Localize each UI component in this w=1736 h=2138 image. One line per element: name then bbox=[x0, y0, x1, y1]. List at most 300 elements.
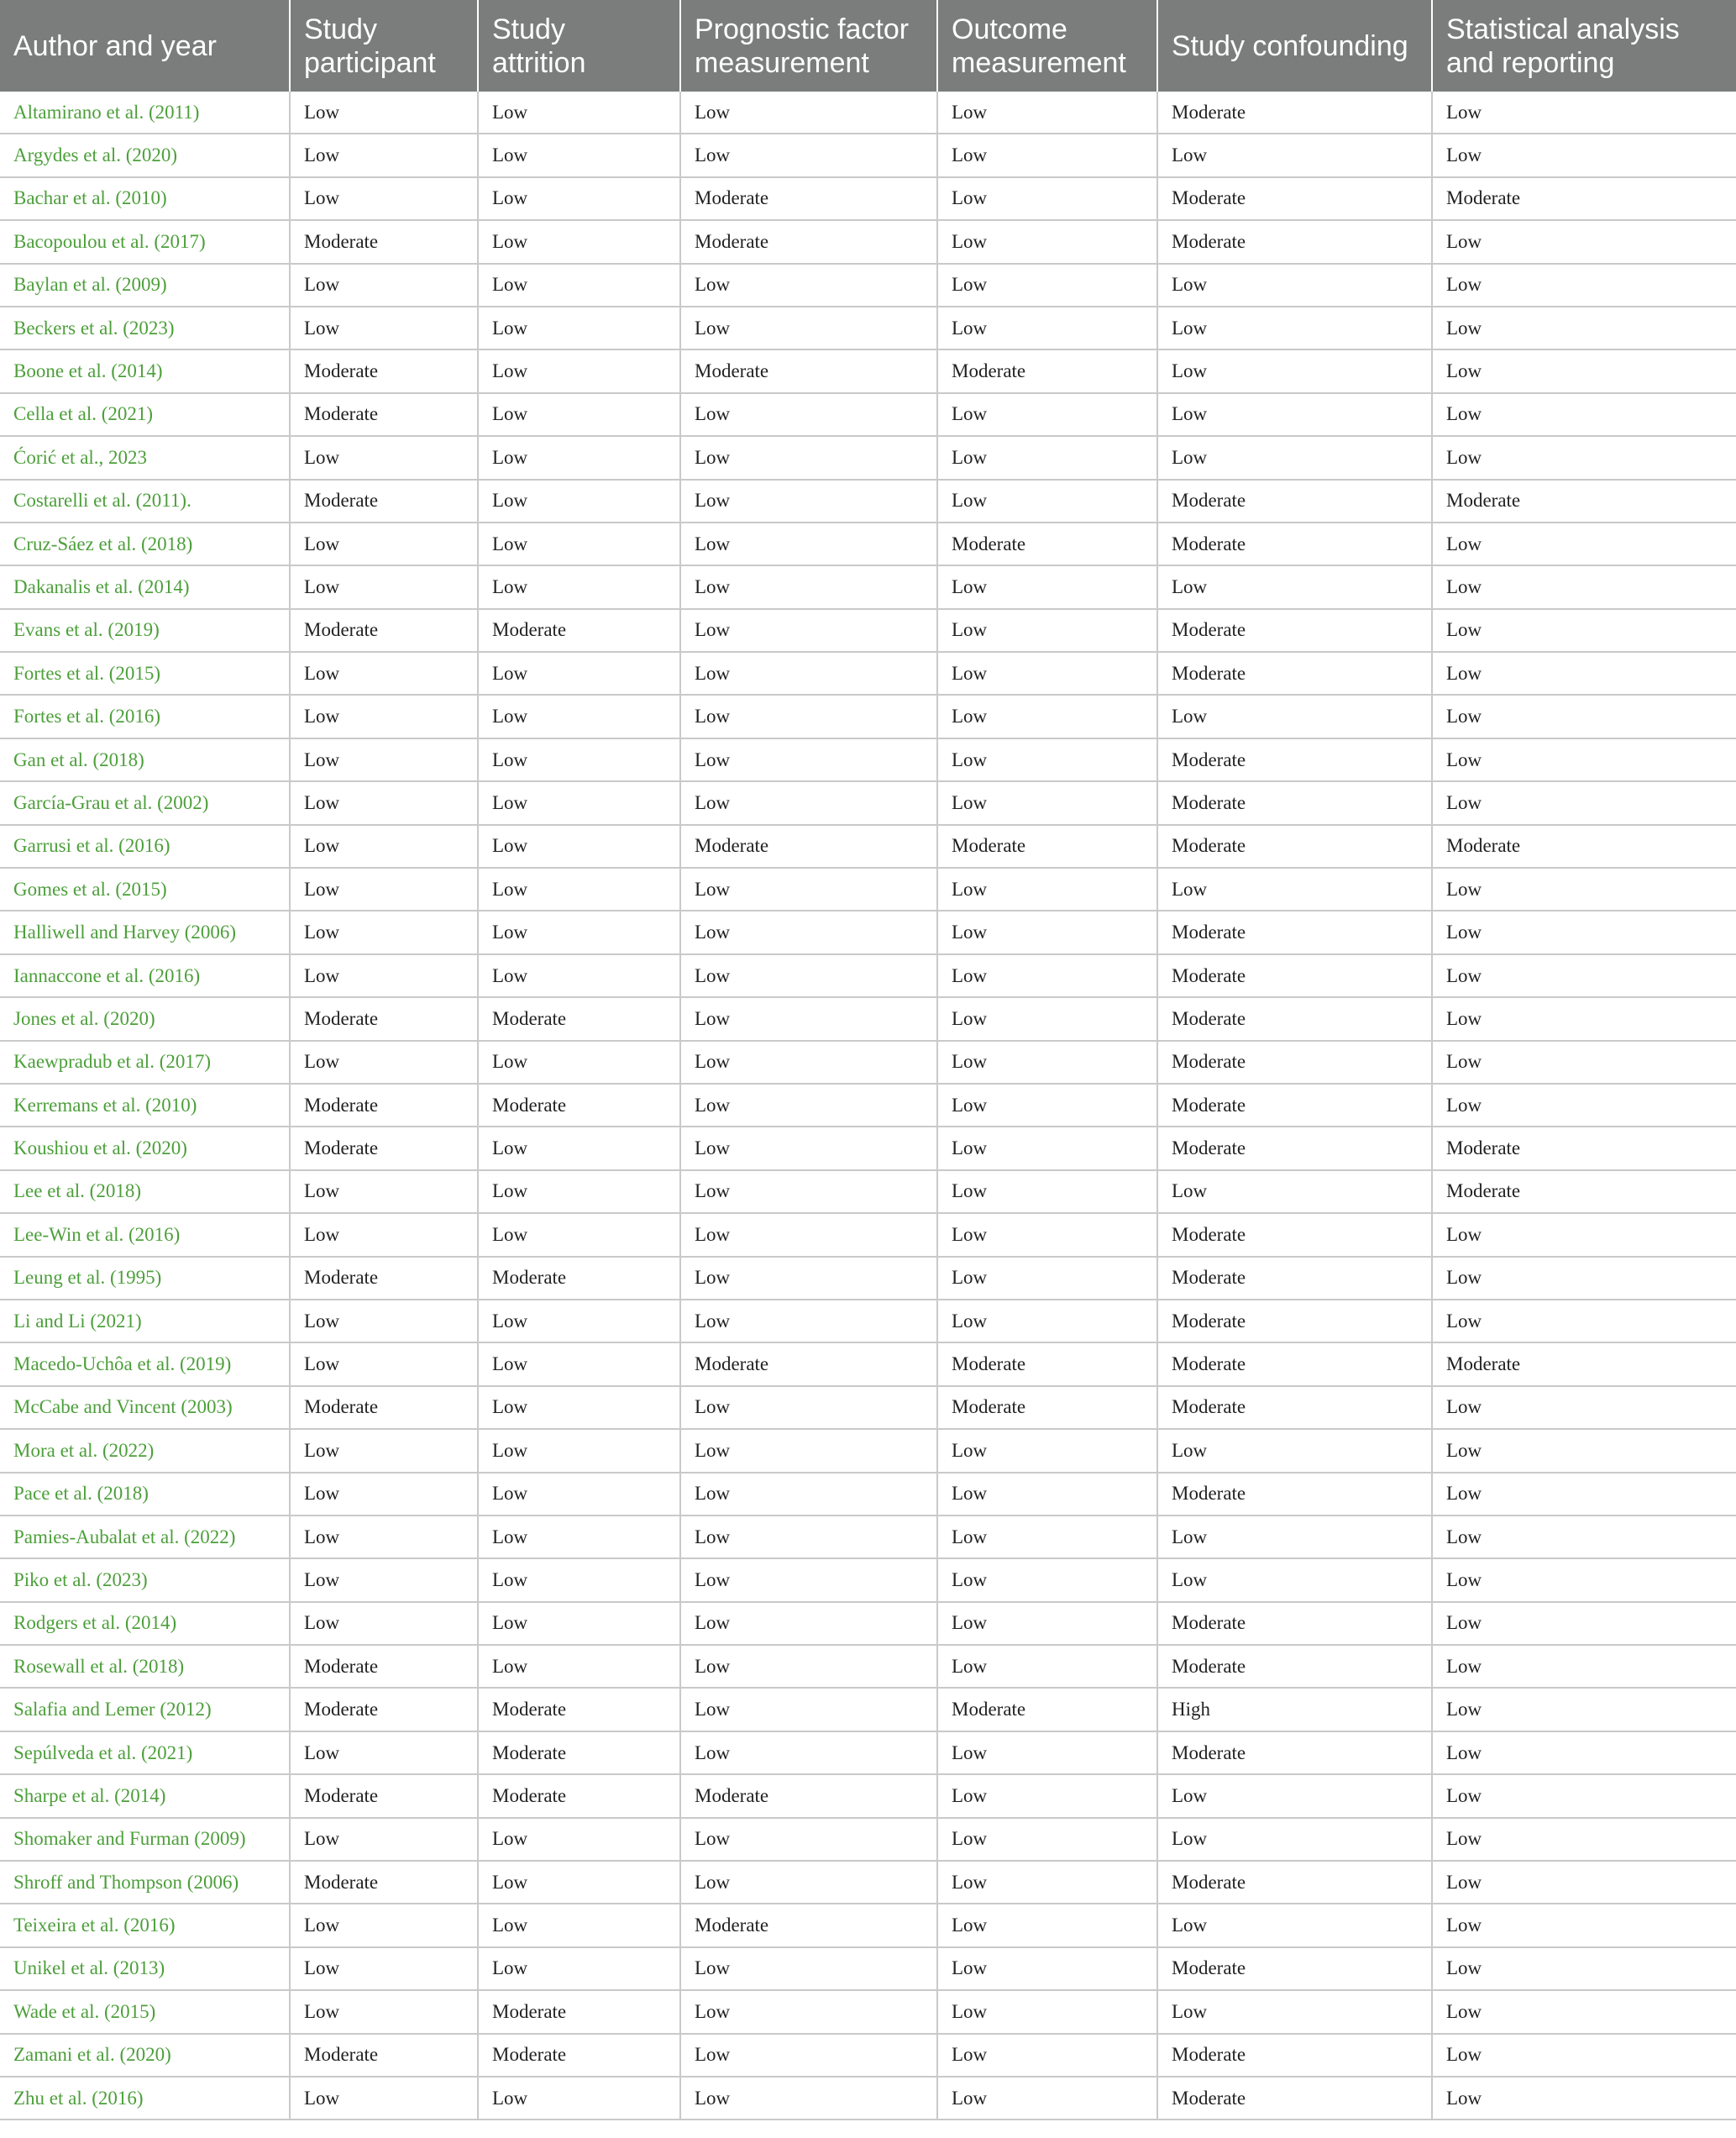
cell-prognostic-factor: Low bbox=[680, 1602, 937, 1645]
cell-study-participant: Low bbox=[290, 1170, 478, 1213]
cell-study-participant: Low bbox=[290, 781, 478, 824]
table-row bbox=[0, 2077, 1736, 2120]
cell-statistical-analysis: Low bbox=[1432, 393, 1736, 436]
header-statistical-analysis: Statistical analysis and reporting bbox=[1432, 0, 1736, 92]
cell-study-participant: Low bbox=[290, 1558, 478, 1601]
cell-study-attrition: Low bbox=[478, 134, 680, 176]
table-row bbox=[0, 1861, 1736, 1904]
cell-study-attrition: Low bbox=[478, 523, 680, 565]
table-row bbox=[0, 825, 1736, 868]
cell-outcome-measurement: Low bbox=[937, 480, 1157, 523]
cell-study-participant: Low bbox=[290, 868, 478, 911]
cell-prognostic-factor: Low bbox=[680, 1731, 937, 1774]
cell-study-attrition: Low bbox=[478, 1041, 680, 1084]
table-row bbox=[0, 1904, 1736, 1946]
table-row bbox=[0, 436, 1736, 479]
author-year-link[interactable]: Argydes et al. (2020) bbox=[0, 134, 290, 176]
author-year-link[interactable]: Gan et al. (2018) bbox=[0, 738, 290, 781]
table-row bbox=[0, 480, 1736, 523]
cell-statistical-analysis: Low bbox=[1432, 523, 1736, 565]
table-row bbox=[0, 134, 1736, 176]
cell-study-participant: Low bbox=[290, 436, 478, 479]
cell-prognostic-factor: Low bbox=[680, 523, 937, 565]
cell-study-confounding: Moderate bbox=[1157, 609, 1432, 652]
cell-statistical-analysis: Low bbox=[1432, 1990, 1736, 2033]
author-year-link[interactable]: Lee-Win et al. (2016) bbox=[0, 1213, 290, 1256]
author-year-link[interactable]: Bacopoulou et al. (2017) bbox=[0, 220, 290, 263]
table-row bbox=[0, 868, 1736, 911]
cell-study-confounding: Moderate bbox=[1157, 1084, 1432, 1127]
cell-study-participant: Low bbox=[290, 954, 478, 997]
cell-study-attrition: Low bbox=[478, 1516, 680, 1558]
cell-outcome-measurement: Low bbox=[937, 738, 1157, 781]
table-row bbox=[0, 1342, 1736, 1385]
table-header bbox=[0, 0, 1736, 92]
cell-study-confounding: Moderate bbox=[1157, 1645, 1432, 1688]
header-outcome-measurement: Outcome measurement bbox=[937, 0, 1157, 92]
table-row bbox=[0, 1774, 1736, 1817]
cell-prognostic-factor: Low bbox=[680, 264, 937, 307]
cell-prognostic-factor: Low bbox=[680, 1429, 937, 1472]
cell-study-attrition: Low bbox=[478, 480, 680, 523]
cell-study-confounding: Low bbox=[1157, 565, 1432, 608]
cell-prognostic-factor: Low bbox=[680, 307, 937, 349]
cell-prognostic-factor: Moderate bbox=[680, 177, 937, 220]
author-year-link[interactable]: Kaewpradub et al. (2017) bbox=[0, 1041, 290, 1084]
cell-study-attrition: Low bbox=[478, 264, 680, 307]
cell-prognostic-factor: Low bbox=[680, 1473, 937, 1516]
author-year-link[interactable]: Zhu et al. (2016) bbox=[0, 2077, 290, 2120]
cell-outcome-measurement: Low bbox=[937, 1084, 1157, 1127]
table-row bbox=[0, 2034, 1736, 2077]
cell-study-confounding: Low bbox=[1157, 307, 1432, 349]
cell-study-confounding: Low bbox=[1157, 349, 1432, 392]
cell-study-attrition: Low bbox=[478, 781, 680, 824]
cell-outcome-measurement: Low bbox=[937, 652, 1157, 695]
cell-study-participant: Moderate bbox=[290, 1688, 478, 1731]
author-year-link[interactable]: Cruz-Sáez et al. (2018) bbox=[0, 523, 290, 565]
cell-study-attrition: Low bbox=[478, 1861, 680, 1904]
cell-outcome-measurement: Low bbox=[937, 609, 1157, 652]
cell-prognostic-factor: Low bbox=[680, 1127, 937, 1169]
cell-outcome-measurement: Low bbox=[937, 781, 1157, 824]
cell-study-participant: Low bbox=[290, 911, 478, 953]
table-row bbox=[0, 1947, 1736, 1990]
table-row bbox=[0, 1818, 1736, 1861]
cell-outcome-measurement: Low bbox=[937, 1558, 1157, 1601]
cell-study-participant: Low bbox=[290, 652, 478, 695]
cell-prognostic-factor: Low bbox=[680, 134, 937, 176]
table-row bbox=[0, 92, 1736, 134]
cell-prognostic-factor: Low bbox=[680, 868, 937, 911]
author-year-link[interactable]: Wade et al. (2015) bbox=[0, 1990, 290, 2033]
cell-study-confounding: Moderate bbox=[1157, 738, 1432, 781]
cell-study-participant: Moderate bbox=[290, 1645, 478, 1688]
author-year-link[interactable]: Altamirano et al. (2011) bbox=[0, 92, 290, 134]
cell-prognostic-factor: Moderate bbox=[680, 1774, 937, 1817]
table-row bbox=[0, 264, 1736, 307]
cell-outcome-measurement: Low bbox=[937, 565, 1157, 608]
table-row bbox=[0, 307, 1736, 349]
cell-study-participant: Low bbox=[290, 695, 478, 738]
cell-prognostic-factor: Low bbox=[680, 393, 937, 436]
header-author-year: Author and year bbox=[0, 0, 290, 92]
cell-outcome-measurement: Low bbox=[937, 1904, 1157, 1946]
cell-study-attrition: Moderate bbox=[478, 1257, 680, 1300]
cell-study-confounding: Moderate bbox=[1157, 1386, 1432, 1429]
cell-prognostic-factor: Low bbox=[680, 1558, 937, 1601]
cell-outcome-measurement: Low bbox=[937, 954, 1157, 997]
cell-prognostic-factor: Moderate bbox=[680, 825, 937, 868]
cell-statistical-analysis: Low bbox=[1432, 1645, 1736, 1688]
cell-statistical-analysis: Moderate bbox=[1432, 1342, 1736, 1385]
cell-study-attrition: Low bbox=[478, 1904, 680, 1946]
author-year-link[interactable]: Boone et al. (2014) bbox=[0, 349, 290, 392]
cell-prognostic-factor: Low bbox=[680, 1688, 937, 1731]
cell-outcome-measurement: Low bbox=[937, 1861, 1157, 1904]
cell-statistical-analysis: Low bbox=[1432, 2034, 1736, 2077]
cell-study-confounding: Low bbox=[1157, 1990, 1432, 2033]
cell-study-attrition: Low bbox=[478, 1473, 680, 1516]
cell-prognostic-factor: Low bbox=[680, 1386, 937, 1429]
cell-study-participant: Moderate bbox=[290, 2034, 478, 2077]
table-row bbox=[0, 1558, 1736, 1601]
cell-prognostic-factor: Low bbox=[680, 609, 937, 652]
cell-prognostic-factor: Low bbox=[680, 695, 937, 738]
table-row bbox=[0, 1084, 1736, 1127]
cell-study-confounding: Moderate bbox=[1157, 523, 1432, 565]
author-year-link[interactable]: Baylan et al. (2009) bbox=[0, 264, 290, 307]
author-year-link[interactable]: Teixeira et al. (2016) bbox=[0, 1904, 290, 1946]
cell-outcome-measurement: Low bbox=[937, 307, 1157, 349]
cell-study-confounding: Moderate bbox=[1157, 220, 1432, 263]
table-row bbox=[0, 997, 1736, 1040]
cell-study-attrition: Low bbox=[478, 911, 680, 953]
cell-study-participant: Low bbox=[290, 825, 478, 868]
cell-statistical-analysis: Low bbox=[1432, 695, 1736, 738]
cell-study-participant: Low bbox=[290, 1990, 478, 2033]
cell-prognostic-factor: Low bbox=[680, 1516, 937, 1558]
cell-prognostic-factor: Moderate bbox=[680, 349, 937, 392]
cell-outcome-measurement: Low bbox=[937, 177, 1157, 220]
cell-prognostic-factor: Low bbox=[680, 1990, 937, 2033]
cell-study-attrition: Low bbox=[478, 393, 680, 436]
cell-study-attrition: Moderate bbox=[478, 1774, 680, 1817]
author-year-link[interactable]: Costarelli et al. (2011). bbox=[0, 480, 290, 523]
cell-study-attrition: Low bbox=[478, 177, 680, 220]
table-row bbox=[0, 609, 1736, 652]
author-year-link[interactable]: Ćorić et al., 2023 bbox=[0, 436, 290, 479]
cell-study-participant: Low bbox=[290, 1300, 478, 1342]
author-year-link[interactable]: Salafia and Lemer (2012) bbox=[0, 1688, 290, 1731]
cell-outcome-measurement: Moderate bbox=[937, 1342, 1157, 1385]
cell-outcome-measurement: Low bbox=[937, 436, 1157, 479]
cell-study-attrition: Moderate bbox=[478, 997, 680, 1040]
author-year-link[interactable]: Fortes et al. (2015) bbox=[0, 652, 290, 695]
table-row bbox=[0, 1213, 1736, 1256]
cell-prognostic-factor: Low bbox=[680, 1645, 937, 1688]
cell-prognostic-factor: Low bbox=[680, 652, 937, 695]
cell-study-attrition: Low bbox=[478, 1170, 680, 1213]
cell-outcome-measurement: Low bbox=[937, 868, 1157, 911]
table-row bbox=[0, 349, 1736, 392]
author-year-link[interactable]: Shroff and Thompson (2006) bbox=[0, 1861, 290, 1904]
cell-statistical-analysis: Low bbox=[1432, 652, 1736, 695]
cell-study-confounding: Moderate bbox=[1157, 1257, 1432, 1300]
cell-study-confounding: Moderate bbox=[1157, 911, 1432, 953]
cell-study-confounding: High bbox=[1157, 1688, 1432, 1731]
table-row bbox=[0, 1645, 1736, 1688]
author-year-link[interactable]: Leung et al. (1995) bbox=[0, 1257, 290, 1300]
cell-study-confounding: Low bbox=[1157, 868, 1432, 911]
cell-study-participant: Low bbox=[290, 565, 478, 608]
cell-outcome-measurement: Moderate bbox=[937, 349, 1157, 392]
cell-study-participant: Moderate bbox=[290, 1774, 478, 1817]
table-row bbox=[0, 1127, 1736, 1169]
cell-statistical-analysis: Low bbox=[1432, 1041, 1736, 1084]
cell-study-attrition: Low bbox=[478, 1818, 680, 1861]
author-year-link[interactable]: Gomes et al. (2015) bbox=[0, 868, 290, 911]
cell-study-confounding: Low bbox=[1157, 393, 1432, 436]
cell-study-attrition: Moderate bbox=[478, 1688, 680, 1731]
author-year-link[interactable]: Jones et al. (2020) bbox=[0, 997, 290, 1040]
author-year-link[interactable]: Evans et al. (2019) bbox=[0, 609, 290, 652]
cell-statistical-analysis: Low bbox=[1432, 92, 1736, 134]
cell-statistical-analysis: Moderate bbox=[1432, 825, 1736, 868]
author-year-link[interactable]: Pamies-Aubalat et al. (2022) bbox=[0, 1516, 290, 1558]
cell-statistical-analysis: Low bbox=[1432, 1558, 1736, 1601]
table-row bbox=[0, 1170, 1736, 1213]
cell-outcome-measurement: Low bbox=[937, 695, 1157, 738]
header-row bbox=[0, 0, 1736, 92]
cell-outcome-measurement: Low bbox=[937, 1645, 1157, 1688]
author-year-link[interactable]: Unikel et al. (2013) bbox=[0, 1947, 290, 1990]
cell-statistical-analysis: Low bbox=[1432, 565, 1736, 608]
table-row bbox=[0, 1602, 1736, 1645]
cell-statistical-analysis: Low bbox=[1432, 1818, 1736, 1861]
cell-statistical-analysis: Low bbox=[1432, 264, 1736, 307]
cell-study-confounding: Moderate bbox=[1157, 1127, 1432, 1169]
author-year-link[interactable]: Garrusi et al. (2016) bbox=[0, 825, 290, 868]
author-year-link[interactable]: McCabe and Vincent (2003) bbox=[0, 1386, 290, 1429]
cell-outcome-measurement: Low bbox=[937, 1990, 1157, 2033]
table-row bbox=[0, 1516, 1736, 1558]
cell-study-participant: Moderate bbox=[290, 997, 478, 1040]
table-row bbox=[0, 1386, 1736, 1429]
author-year-link[interactable]: Macedo-Uchôa et al. (2019) bbox=[0, 1342, 290, 1385]
cell-study-attrition: Low bbox=[478, 1127, 680, 1169]
cell-outcome-measurement: Low bbox=[937, 264, 1157, 307]
cell-statistical-analysis: Low bbox=[1432, 1602, 1736, 1645]
author-year-link[interactable]: Mora et al. (2022) bbox=[0, 1429, 290, 1472]
author-year-link[interactable]: Piko et al. (2023) bbox=[0, 1558, 290, 1601]
cell-study-confounding: Low bbox=[1157, 1818, 1432, 1861]
cell-outcome-measurement: Moderate bbox=[937, 523, 1157, 565]
cell-outcome-measurement: Low bbox=[937, 1774, 1157, 1817]
author-year-link[interactable]: Zamani et al. (2020) bbox=[0, 2034, 290, 2077]
cell-study-confounding: Low bbox=[1157, 1558, 1432, 1601]
cell-study-participant: Low bbox=[290, 92, 478, 134]
cell-study-attrition: Moderate bbox=[478, 1990, 680, 2033]
cell-study-confounding: Moderate bbox=[1157, 1473, 1432, 1516]
cell-study-participant: Low bbox=[290, 1947, 478, 1990]
table-row bbox=[0, 738, 1736, 781]
cell-outcome-measurement: Low bbox=[937, 997, 1157, 1040]
cell-outcome-measurement: Low bbox=[937, 1300, 1157, 1342]
cell-study-confounding: Moderate bbox=[1157, 1947, 1432, 1990]
cell-study-attrition: Low bbox=[478, 1213, 680, 1256]
author-year-link[interactable]: García-Grau et al. (2002) bbox=[0, 781, 290, 824]
cell-statistical-analysis: Low bbox=[1432, 1473, 1736, 1516]
author-year-link[interactable]: Koushiou et al. (2020) bbox=[0, 1127, 290, 1169]
cell-statistical-analysis: Low bbox=[1432, 1688, 1736, 1731]
cell-statistical-analysis: Low bbox=[1432, 868, 1736, 911]
author-year-link[interactable]: Iannaccone et al. (2016) bbox=[0, 954, 290, 997]
author-year-link[interactable]: Kerremans et al. (2010) bbox=[0, 1084, 290, 1127]
author-year-link[interactable]: Beckers et al. (2023) bbox=[0, 307, 290, 349]
cell-prognostic-factor: Low bbox=[680, 1084, 937, 1127]
cell-statistical-analysis: Moderate bbox=[1432, 177, 1736, 220]
cell-outcome-measurement: Low bbox=[937, 1602, 1157, 1645]
table-row bbox=[0, 1300, 1736, 1342]
cell-study-participant: Low bbox=[290, 1041, 478, 1084]
cell-study-confounding: Moderate bbox=[1157, 997, 1432, 1040]
cell-statistical-analysis: Low bbox=[1432, 436, 1736, 479]
cell-outcome-measurement: Low bbox=[937, 1041, 1157, 1084]
cell-study-confounding: Moderate bbox=[1157, 652, 1432, 695]
cell-study-confounding: Moderate bbox=[1157, 2034, 1432, 2077]
cell-study-participant: Low bbox=[290, 1904, 478, 1946]
cell-outcome-measurement: Low bbox=[937, 134, 1157, 176]
cell-study-confounding: Moderate bbox=[1157, 825, 1432, 868]
author-year-link[interactable]: Lee et al. (2018) bbox=[0, 1170, 290, 1213]
cell-study-attrition: Low bbox=[478, 695, 680, 738]
cell-prognostic-factor: Low bbox=[680, 1041, 937, 1084]
cell-statistical-analysis: Low bbox=[1432, 609, 1736, 652]
author-year-link[interactable]: Pace et al. (2018) bbox=[0, 1473, 290, 1516]
table-row bbox=[0, 911, 1736, 953]
cell-study-attrition: Moderate bbox=[478, 1084, 680, 1127]
cell-study-confounding: Moderate bbox=[1157, 1041, 1432, 1084]
table-row bbox=[0, 393, 1736, 436]
cell-outcome-measurement: Low bbox=[937, 1127, 1157, 1169]
cell-outcome-measurement: Low bbox=[937, 1257, 1157, 1300]
cell-study-participant: Moderate bbox=[290, 1127, 478, 1169]
table-row bbox=[0, 177, 1736, 220]
cell-prognostic-factor: Low bbox=[680, 1818, 937, 1861]
author-year-link[interactable]: Fortes et al. (2016) bbox=[0, 695, 290, 738]
cell-study-confounding: Moderate bbox=[1157, 1213, 1432, 1256]
cell-outcome-measurement: Low bbox=[937, 1213, 1157, 1256]
cell-outcome-measurement: Low bbox=[937, 220, 1157, 263]
cell-study-participant: Moderate bbox=[290, 1386, 478, 1429]
cell-study-attrition: Low bbox=[478, 1645, 680, 1688]
cell-statistical-analysis: Moderate bbox=[1432, 1127, 1736, 1169]
cell-study-participant: Low bbox=[290, 1602, 478, 1645]
cell-statistical-analysis: Low bbox=[1432, 911, 1736, 953]
author-year-link[interactable]: Sepúlveda et al. (2021) bbox=[0, 1731, 290, 1774]
cell-prognostic-factor: Moderate bbox=[680, 1904, 937, 1946]
cell-statistical-analysis: Low bbox=[1432, 1386, 1736, 1429]
cell-statistical-analysis: Low bbox=[1432, 134, 1736, 176]
cell-statistical-analysis: Low bbox=[1432, 1731, 1736, 1774]
author-year-link[interactable]: Shomaker and Furman (2009) bbox=[0, 1818, 290, 1861]
table-body bbox=[0, 92, 1736, 2120]
cell-prognostic-factor: Low bbox=[680, 92, 937, 134]
cell-study-confounding: Moderate bbox=[1157, 177, 1432, 220]
cell-statistical-analysis: Low bbox=[1432, 307, 1736, 349]
cell-study-attrition: Low bbox=[478, 92, 680, 134]
author-year-link[interactable]: Rodgers et al. (2014) bbox=[0, 1602, 290, 1645]
cell-prognostic-factor: Low bbox=[680, 1213, 937, 1256]
cell-prognostic-factor: Low bbox=[680, 997, 937, 1040]
author-year-link[interactable]: Rosewall et al. (2018) bbox=[0, 1645, 290, 1688]
cell-study-confounding: Moderate bbox=[1157, 1731, 1432, 1774]
cell-study-attrition: Low bbox=[478, 220, 680, 263]
cell-statistical-analysis: Low bbox=[1432, 1429, 1736, 1472]
cell-statistical-analysis: Moderate bbox=[1432, 480, 1736, 523]
cell-study-participant: Low bbox=[290, 177, 478, 220]
cell-outcome-measurement: Low bbox=[937, 2034, 1157, 2077]
cell-statistical-analysis: Low bbox=[1432, 220, 1736, 263]
cell-statistical-analysis: Low bbox=[1432, 1213, 1736, 1256]
author-year-link[interactable]: Sharpe et al. (2014) bbox=[0, 1774, 290, 1817]
cell-study-confounding: Moderate bbox=[1157, 92, 1432, 134]
cell-prognostic-factor: Low bbox=[680, 1170, 937, 1213]
cell-study-participant: Low bbox=[290, 1429, 478, 1472]
cell-outcome-measurement: Low bbox=[937, 1947, 1157, 1990]
header-study-attrition: Study attrition bbox=[478, 0, 680, 92]
author-year-link[interactable]: Cella et al. (2021) bbox=[0, 393, 290, 436]
cell-statistical-analysis: Low bbox=[1432, 349, 1736, 392]
table-row bbox=[0, 1990, 1736, 2033]
cell-outcome-measurement: Moderate bbox=[937, 1386, 1157, 1429]
author-year-link[interactable]: Dakanalis et al. (2014) bbox=[0, 565, 290, 608]
author-year-link[interactable]: Bachar et al. (2010) bbox=[0, 177, 290, 220]
table-row bbox=[0, 565, 1736, 608]
cell-study-attrition: Low bbox=[478, 954, 680, 997]
cell-study-participant: Moderate bbox=[290, 480, 478, 523]
author-year-link[interactable]: Halliwell and Harvey (2006) bbox=[0, 911, 290, 953]
cell-study-attrition: Low bbox=[478, 652, 680, 695]
cell-study-participant: Low bbox=[290, 1516, 478, 1558]
cell-study-confounding: Low bbox=[1157, 264, 1432, 307]
cell-statistical-analysis: Low bbox=[1432, 1084, 1736, 1127]
cell-study-participant: Low bbox=[290, 1818, 478, 1861]
cell-study-confounding: Moderate bbox=[1157, 954, 1432, 997]
author-year-link[interactable]: Li and Li (2021) bbox=[0, 1300, 290, 1342]
cell-study-participant: Low bbox=[290, 523, 478, 565]
cell-statistical-analysis: Low bbox=[1432, 1774, 1736, 1817]
cell-outcome-measurement: Low bbox=[937, 1818, 1157, 1861]
cell-statistical-analysis: Low bbox=[1432, 1861, 1736, 1904]
table-row bbox=[0, 954, 1736, 997]
cell-outcome-measurement: Low bbox=[937, 1473, 1157, 1516]
table-row bbox=[0, 695, 1736, 738]
cell-prognostic-factor: Low bbox=[680, 480, 937, 523]
cell-study-attrition: Low bbox=[478, 868, 680, 911]
table-row bbox=[0, 220, 1736, 263]
cell-prognostic-factor: Low bbox=[680, 738, 937, 781]
cell-study-participant: Low bbox=[290, 738, 478, 781]
cell-prognostic-factor: Low bbox=[680, 436, 937, 479]
cell-prognostic-factor: Low bbox=[680, 1861, 937, 1904]
cell-study-attrition: Low bbox=[478, 349, 680, 392]
cell-prognostic-factor: Low bbox=[680, 954, 937, 997]
cell-study-participant: Moderate bbox=[290, 1257, 478, 1300]
cell-outcome-measurement: Low bbox=[937, 2077, 1157, 2120]
cell-prognostic-factor: Low bbox=[680, 2034, 937, 2077]
